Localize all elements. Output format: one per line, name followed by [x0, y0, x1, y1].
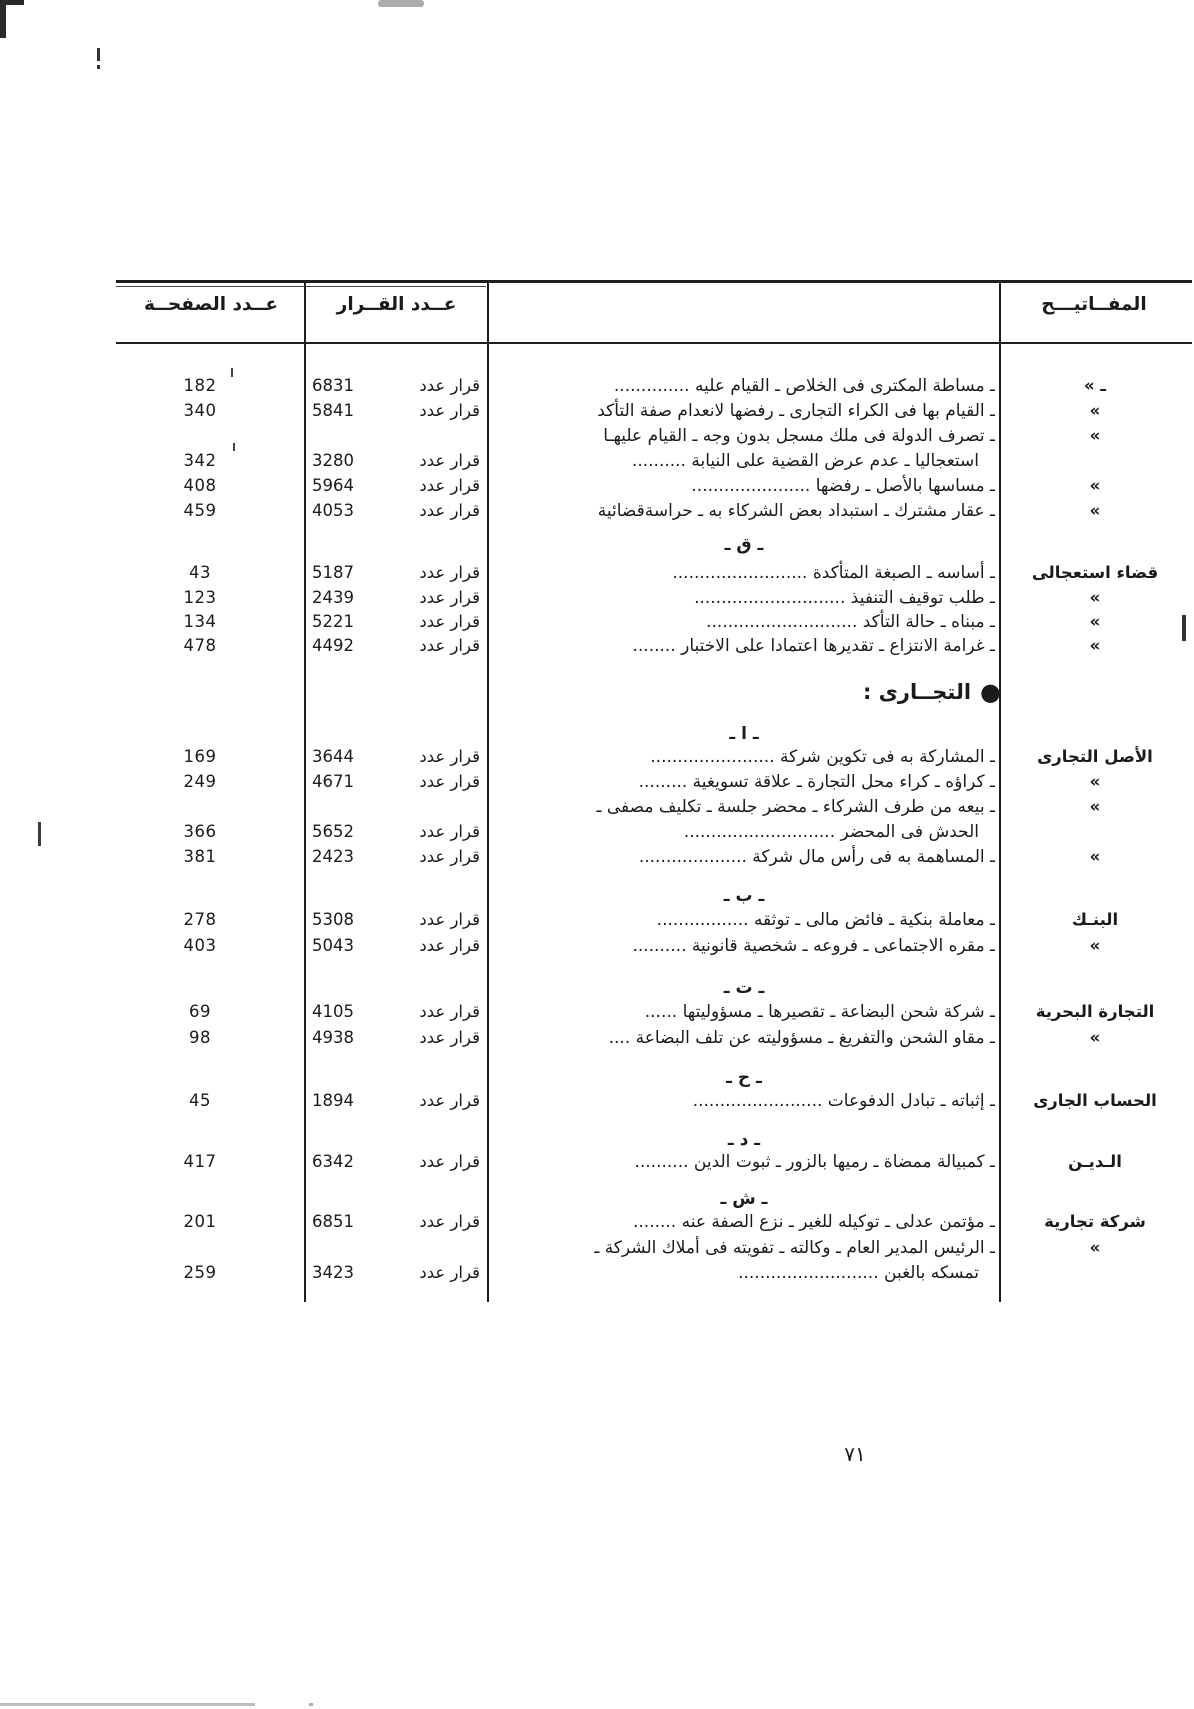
table-row [0, 1260, 1194, 1286]
key-label: الحساب الجارى [1033, 1091, 1157, 1110]
decision-label: قرار عدد [419, 376, 480, 395]
decision-number [312, 844, 480, 870]
subject-text: ـ غرامة الانتزاع ـ تقديرها اعتمادا على الاختبار ........ [632, 636, 995, 656]
decision-value: 4105 [312, 1002, 354, 1021]
decision-value: 5043 [312, 936, 354, 955]
table-row [0, 999, 1194, 1025]
scan-artifact-tick [231, 368, 233, 377]
decision-value: 3280 [312, 451, 354, 470]
subject-text: ـ كمبيالة ممضاة ـ رميها بالزور ـ ثبوت الدين .......... [634, 1152, 995, 1172]
table-row [0, 819, 1194, 845]
section-divider [0, 975, 1194, 1001]
table-row [0, 609, 1194, 635]
decision-label: قرار عدد [419, 1263, 480, 1282]
page-number: 45 [189, 1091, 211, 1110]
key-label: التجارة البحرية [1035, 1002, 1155, 1021]
decision-number [312, 819, 480, 845]
page-number: 98 [189, 1028, 211, 1047]
subject-text: ـ شركة شحن البضاعة ـ تقصيرها ـ مسؤوليتها ...... [644, 1002, 995, 1022]
key-label: » [1089, 1238, 1101, 1257]
table-row [0, 907, 1194, 933]
subject-text: ـ بيعه من طرف الشركاء ـ محضر جلسة ـ تكليف مصفى ـ [596, 797, 995, 817]
column-header-page-count: عــدد الصفحــة [144, 294, 278, 315]
decision-value: 5221 [312, 612, 354, 631]
decision-label: قرار عدد [419, 476, 480, 495]
divider-letter: ـ ت ـ [723, 978, 765, 998]
decision-value: 5652 [312, 822, 354, 841]
page-number: 381 [183, 847, 217, 866]
subject-text: ـ كراؤه ـ كراء محل التجارة ـ علاقة تسويغية ......... [638, 772, 995, 792]
table-row [0, 1149, 1194, 1175]
decision-number [312, 398, 480, 424]
table-row [0, 373, 1194, 399]
decision-label: قرار عدد [419, 822, 480, 841]
table-row [0, 423, 1194, 449]
decision-number [312, 999, 480, 1025]
page-number: 459 [183, 501, 217, 520]
decision-number [312, 609, 480, 635]
decision-label: قرار عدد [419, 636, 480, 655]
footer-page-number: ٧١ [844, 1442, 866, 1466]
subject-text: ـ إثباته ـ تبادل الدفوعات ........................ [692, 1091, 995, 1111]
column-header-keys: المفــاتيـــح [1041, 294, 1147, 315]
decision-label: قرار عدد [419, 501, 480, 520]
scan-artifact-corner [0, 0, 24, 5]
table-top-border-double [116, 286, 486, 287]
page-number: 201 [183, 1212, 217, 1231]
decision-value: 6342 [312, 1152, 354, 1171]
page-number: 340 [183, 401, 217, 420]
scan-artifact-corner [0, 0, 6, 38]
decision-number [312, 907, 480, 933]
page-number: 169 [183, 747, 217, 766]
decision-value: 2439 [312, 588, 354, 607]
decision-number [312, 448, 480, 474]
decision-number [312, 1088, 480, 1114]
section-divider [0, 883, 1194, 909]
subject-text: ـ القيام بها فى الكراء التجارى ـ رفضها لانعدام صفة التأكد [597, 401, 995, 421]
decision-label: قرار عدد [419, 936, 480, 955]
decision-number [312, 498, 480, 524]
decision-label: قرار عدد [419, 1212, 480, 1231]
page-number: 182 [183, 376, 217, 395]
section-heading-title: التجــارى : [862, 680, 972, 704]
scan-artifact-dot [309, 1703, 313, 1706]
decision-number [312, 473, 480, 499]
decision-label: قرار عدد [419, 847, 480, 866]
divider-letter: ـ ق ـ [724, 535, 764, 555]
subject-text: ـ معاملة بنكية ـ فائض مالى ـ توثقه ................. [656, 910, 995, 930]
decision-value: 5841 [312, 401, 354, 420]
decision-value: 3644 [312, 747, 354, 766]
subject-text: الحدش فى المحضر ............................ [683, 822, 979, 842]
key-label: » [1089, 636, 1101, 655]
decision-label: قرار عدد [419, 1152, 480, 1171]
decision-label: قرار عدد [419, 747, 480, 766]
table-row [0, 844, 1194, 870]
decision-number [312, 1209, 480, 1235]
table-row [0, 1235, 1194, 1261]
decision-value: 5308 [312, 910, 354, 929]
table-row [0, 498, 1194, 524]
page-number: 478 [183, 636, 217, 655]
decision-value: 1894 [312, 1091, 354, 1110]
key-label: » [1089, 772, 1101, 791]
scan-artifact-tick [1182, 615, 1186, 641]
decision-label: قرار عدد [419, 910, 480, 929]
key-label: الأصل التجارى [1037, 747, 1153, 766]
divider-letter: ـ د ـ [727, 1130, 761, 1150]
key-label: » [1089, 936, 1101, 955]
divider-letter: ـ ش ـ [720, 1189, 768, 1209]
key-label: » [1089, 797, 1101, 816]
decision-value: 4053 [312, 501, 354, 520]
page-number: 69 [189, 1002, 211, 1021]
table-top-border [116, 280, 1192, 283]
column-header-decision-count: عــدد القــرار [336, 294, 457, 315]
decision-label: قرار عدد [419, 563, 480, 582]
table-row [0, 633, 1194, 659]
table-row [0, 1025, 1194, 1051]
section-divider [0, 532, 1194, 558]
decision-value: 5964 [312, 476, 354, 495]
scan-artifact-tick [38, 822, 41, 846]
subject-text: ـ أساسه ـ الصبغة المتأكدة ......................... [672, 563, 995, 583]
key-label: شركة تجارية [1044, 1212, 1146, 1231]
decision-value: 4938 [312, 1028, 354, 1047]
key-label: » [1089, 588, 1101, 607]
subject-text: ـ مساسها بالأصل ـ رفضها ...................... [691, 476, 995, 496]
divider-letter: ـ ح ـ [726, 1068, 762, 1088]
scan-artifact-smudge [378, 0, 424, 7]
page-number: 259 [183, 1263, 217, 1282]
subject-text: ـ مقاو الشحن والتفريغ ـ مسؤوليته عن تلف البضاعة .... [608, 1028, 995, 1048]
decision-number [312, 1149, 480, 1175]
decision-label: قرار عدد [419, 588, 480, 607]
scan-artifact-mark [97, 65, 100, 69]
table-row [0, 1088, 1194, 1114]
decision-value: 3423 [312, 1263, 354, 1282]
decision-label: قرار عدد [419, 1028, 480, 1047]
subject-text: ـ تصرف الدولة فى ملك مسجل بدون وجه ـ القيام عليهـا [603, 426, 995, 446]
decision-number [312, 373, 480, 399]
table-row [0, 1209, 1194, 1235]
decision-number [312, 1025, 480, 1051]
subject-text: ـ المشاركة به فى تكوين شركة ....................... [650, 747, 995, 767]
subject-text: استعجاليا ـ عدم عرض القضية على النيابة .......... [631, 451, 979, 471]
key-label: ـ » [1083, 376, 1107, 395]
subject-text: ـ طلب توقيف التنفيذ ............................ [694, 588, 995, 608]
decision-label: قرار عدد [419, 1091, 480, 1110]
decision-label: قرار عدد [419, 612, 480, 631]
decision-value: 4492 [312, 636, 354, 655]
scan-artifact-mark [97, 48, 100, 61]
key-label: قضاء استعجالى [1031, 563, 1159, 582]
table-row [0, 794, 1194, 820]
table-row [0, 744, 1194, 770]
divider-letter: ـ ا ـ [729, 724, 759, 744]
scan-artifact-tick [233, 443, 235, 451]
decision-number [312, 585, 480, 611]
table-row [0, 769, 1194, 795]
decision-label: قرار عدد [419, 772, 480, 791]
decision-number [312, 744, 480, 770]
decision-label: قرار عدد [419, 401, 480, 420]
key-label: » [1089, 401, 1101, 420]
decision-number [312, 633, 480, 659]
bullet-icon: ● [980, 678, 1001, 706]
header-underline [116, 342, 1192, 344]
table-row [0, 473, 1194, 499]
page-number: 403 [183, 936, 217, 955]
page-number: 249 [183, 772, 217, 791]
table-row [0, 933, 1194, 959]
key-label: البنـك [1071, 910, 1119, 929]
scan-artifact-line [0, 1703, 255, 1706]
page-number: 134 [183, 612, 217, 631]
subject-text: ـ مساطة المكترى فى الخلاص ـ القيام عليه .............. [613, 376, 995, 396]
key-label: الـديـن [1068, 1152, 1122, 1171]
decision-value: 6831 [312, 376, 354, 395]
key-label: » [1089, 847, 1101, 866]
decision-number [312, 769, 480, 795]
decision-number [312, 560, 480, 586]
subject-text: ـ مؤتمن عدلى ـ توكيله للغير ـ نزع الصفة عنه ........ [632, 1212, 995, 1232]
key-label: » [1089, 426, 1101, 445]
page-number: 278 [183, 910, 217, 929]
decision-number [312, 1260, 480, 1286]
section-heading-commercial [493, 674, 1001, 710]
subject-text: ـ الرئيس المدير العام ـ وكالته ـ تفويته فى أملاك الشركة ـ [594, 1238, 995, 1258]
decision-number [312, 933, 480, 959]
decision-label: قرار عدد [419, 1002, 480, 1021]
decision-value: 4671 [312, 772, 354, 791]
key-label: » [1089, 612, 1101, 631]
table-row [0, 560, 1194, 586]
decision-value: 5187 [312, 563, 354, 582]
subject-text: تمسكه بالغبن .......................... [738, 1263, 979, 1283]
key-label: » [1089, 501, 1101, 520]
table-row [0, 448, 1194, 474]
key-label: » [1089, 476, 1101, 495]
page-number: 408 [183, 476, 217, 495]
table-row [0, 398, 1194, 424]
subject-text: ـ مبناه ـ حالة التأكد ............................ [706, 612, 995, 632]
decision-label: قرار عدد [419, 451, 480, 470]
decision-value: 2423 [312, 847, 354, 866]
page-number: 43 [189, 563, 211, 582]
subject-text: ـ المساهمة به فى رأس مال شركة .................... [638, 847, 995, 867]
page-number: 366 [183, 822, 217, 841]
divider-letter: ـ ب ـ [723, 886, 765, 906]
page-number: 342 [183, 451, 217, 470]
subject-text: ـ مقره الاجتماعى ـ فروعه ـ شخصية قانونية .......... [632, 936, 995, 956]
page-number: 123 [183, 588, 217, 607]
decision-value: 6851 [312, 1212, 354, 1231]
page-number: 417 [183, 1152, 217, 1171]
subject-text: ـ عقار مشترك ـ استبداد بعض الشركاء به ـ حراسةقضائية [597, 501, 995, 521]
key-label: » [1089, 1028, 1101, 1047]
table-row [0, 585, 1194, 611]
